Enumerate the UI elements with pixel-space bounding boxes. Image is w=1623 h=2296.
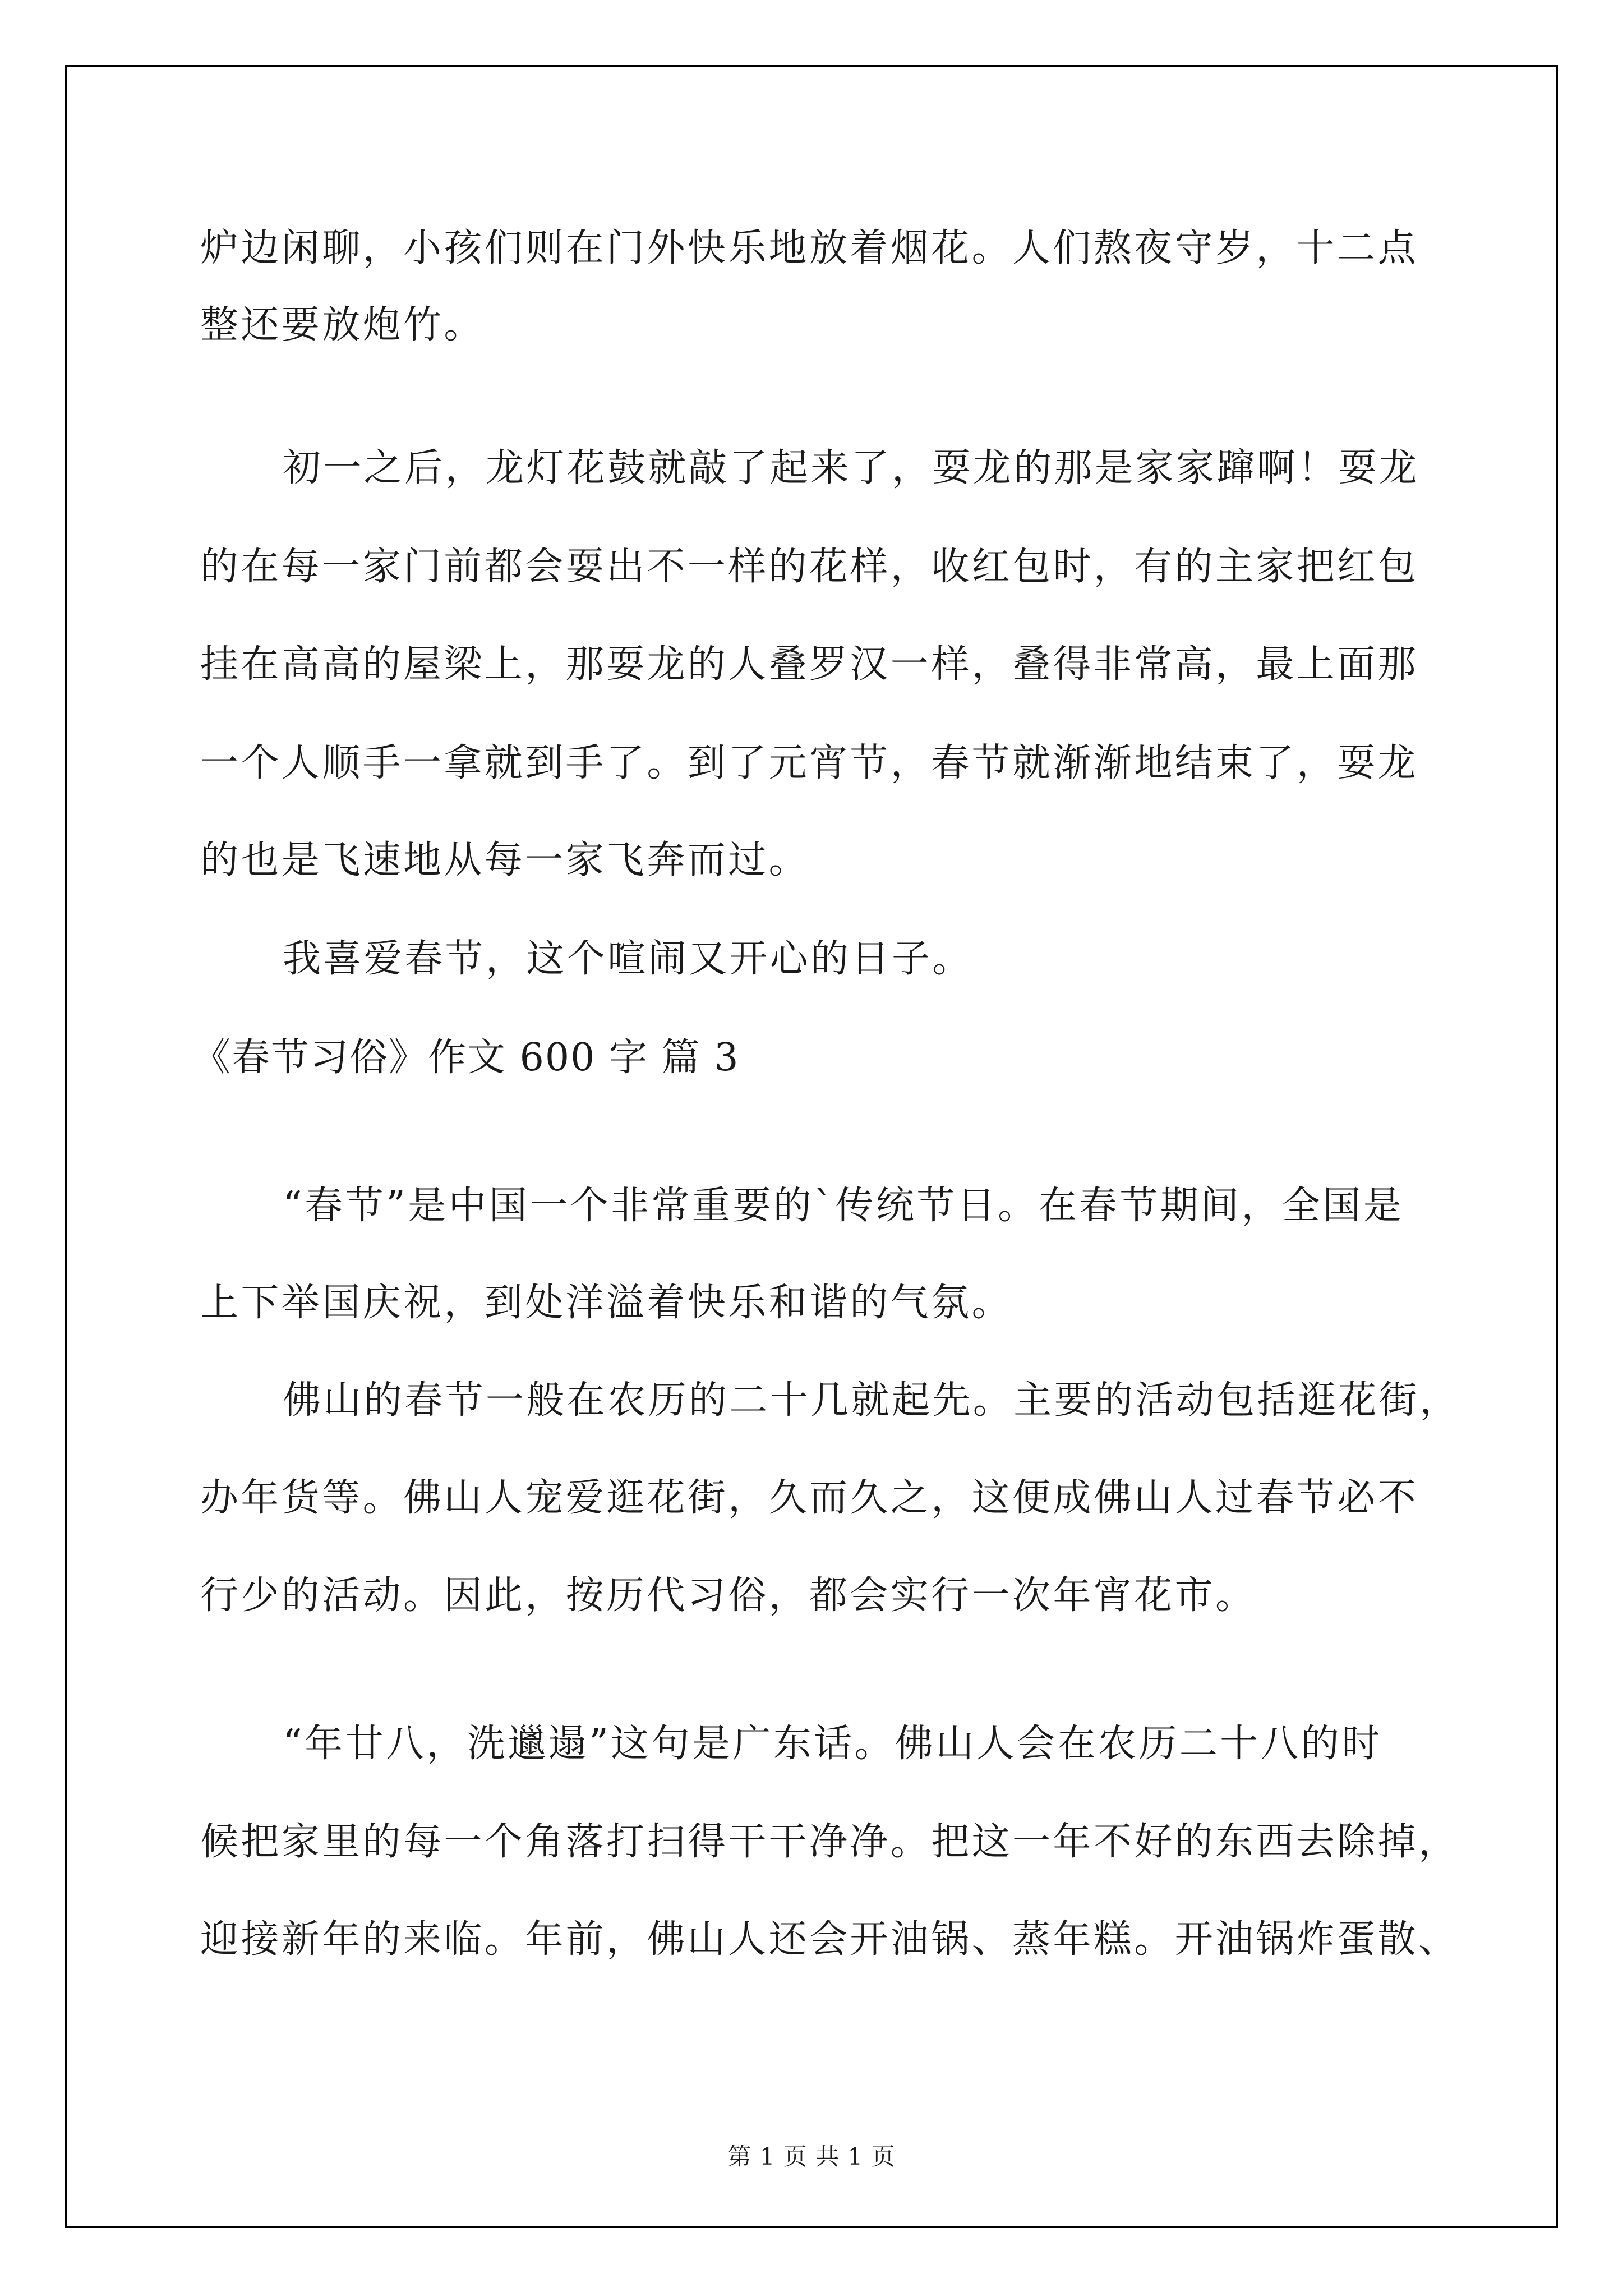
section-heading: 《春节习俗》作文 600 字 篇 3 <box>192 1036 740 1080</box>
text-line: 上下举国庆祝，到处洋溢着快乐和谐的气氛。 <box>200 1281 1013 1325</box>
paragraph-start-line: 我喜爱春节，这个喧闹又开心的日子。 <box>283 937 973 981</box>
paragraph-start-line: “年廿八，洗邋遢”这句是广东话。佛山人会在农历二十八的时 <box>283 1722 1382 1766</box>
text-line: 挂在高高的屋梁上，那耍龙的人叠罗汉一样，叠得非常高，最上面那 <box>200 642 1419 687</box>
text-line: 的也是飞速地从每一家飞奔而过。 <box>200 838 810 882</box>
paragraph-start-line: 佛山的春节一般在农历的二十几就起先。主要的活动包括逛花街， <box>283 1378 1460 1423</box>
text-line: 候把家里的每一个角落打扫得干干净净。把这一年不好的东西去除掉， <box>200 1820 1459 1864</box>
text-line: 行少的活动。因此，按历代习俗，都会实行一次年宵花市。 <box>200 1573 1256 1618</box>
page-number-footer: 第 1 页 共 1 页 <box>727 2143 896 2170</box>
text-line: 整还要放炮竹。 <box>200 303 485 347</box>
paragraph-start-line: “春节”是中国一个非常重要的`传统节日。在春节期间，全国是 <box>283 1184 1404 1228</box>
text-line: 炉边闲聊，小孩们则在门外快乐地放着烟花。人们熬夜守岁，十二点 <box>200 226 1419 270</box>
paragraph-start-line: 初一之后，龙灯花鼓就敲了起来了，耍龙的那是家家蹿啊！耍龙 <box>283 446 1420 490</box>
text-line: 的在每一家门前都会耍出不一样的花样，收红包时，有的主家把红包 <box>200 545 1419 589</box>
text-line: 迎接新年的来临。年前，佛山人还会开油锅、蒸年糕。开油锅炸蛋散、 <box>200 1917 1459 1962</box>
text-line: 一个人顺手一拿就到手了。到了元宵节，春节就渐渐地结束了，耍龙 <box>200 741 1419 785</box>
page-border <box>65 65 1558 2228</box>
text-line: 办年货等。佛山人宠爱逛花街，久而久之，这便成佛山人过春节必不 <box>200 1476 1419 1520</box>
